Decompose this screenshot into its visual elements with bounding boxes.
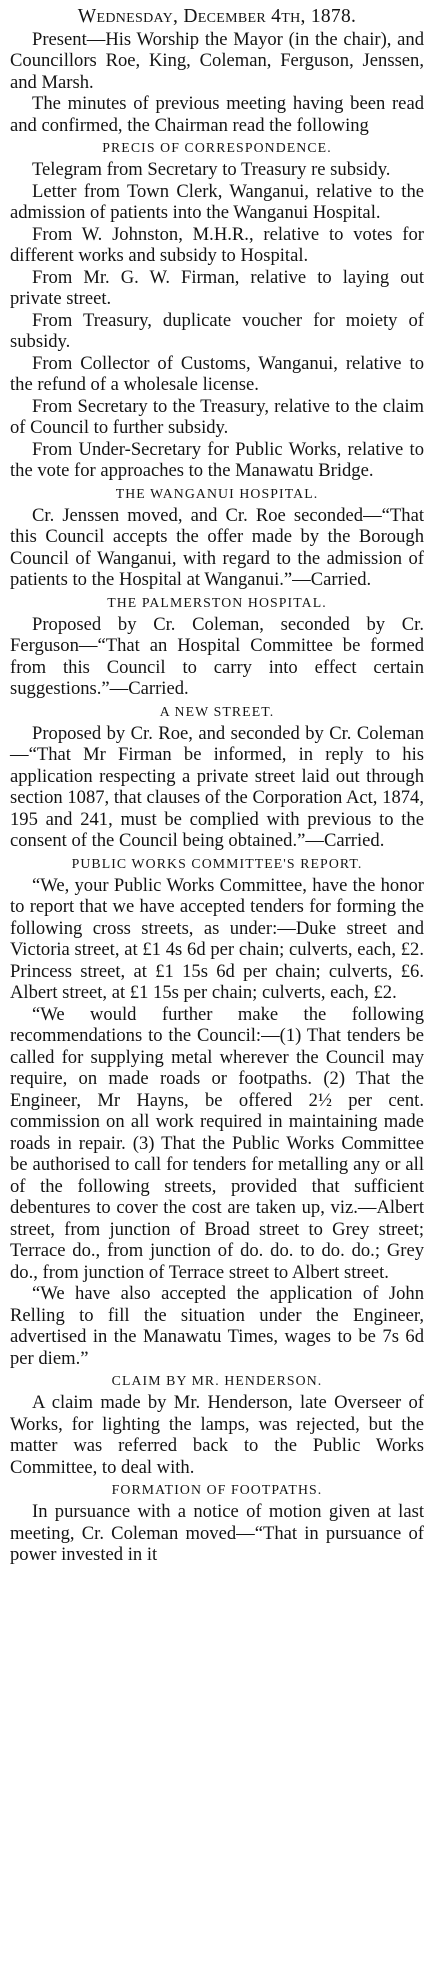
paragraph: Proposed by Cr. Coleman, seconded by Cr. Ferguson—“That an Hospital Committee be formed from this Council to carry into effect certain suggestions.”—Carried.: [10, 613, 424, 699]
paragraph: Proposed by Cr. Roe, and seconded by Cr. Coleman—“That Mr Firman be informed, in reply to his application respecting a private street laid out through section 1087, that clauses of the Corporation Act, 1874, 195 and 241, must be complied with previous to the consent of the Council being obtained.”—Carried.: [10, 722, 424, 851]
paragraph: From Secretary to the Treasury, relative to the claim of Council to further subsidy.: [10, 395, 424, 438]
paragraph: From Mr. G. W. Firman, relative to laying out private street.: [10, 266, 424, 309]
paragraph: “We would further make the following recommendations to the Council:—(1) That tenders be called for supplying metal wherever the Council may require, on made roads or footpaths. (2) That the Engineer, Mr Hayns, be offered 2½ per cent. commission on all work required in maintaining made roads in repair. (3) That the Public Works Committee be authorised to call for tenders for metalling any or all of the following streets, provided that sufficient debentures to cover the cost are taken up, viz.—Albert street, from junction of Broad street to Grey street; Terrace do., from junction of do. do. to do. do.; Grey do., from junction of Terrace street to Albert street.: [10, 1003, 424, 1283]
paragraph: From Collector of Customs, Wanganui, relative to the refund of a wholesale license.: [10, 352, 424, 395]
paragraph: The minutes of previous meeting having been read and confirmed, the Chairman read the following: [10, 93, 424, 136]
paragraph: Cr. Jenssen moved, and Cr. Roe seconded—“That this Council accepts the offer made by the Borough Council of Wanganui, with regard to the admission of patients to the Hospital at Wanganui.”—Carried.: [10, 504, 424, 590]
paragraph: From Under-Secretary for Public Works, relative to the vote for approaches to the Manawatu Bridge.: [10, 438, 424, 481]
section-heading: PRECIS OF CORRESPONDENCE.: [102, 140, 332, 155]
paragraph: From W. Johnston, M.H.R., relative to votes for different works and subsidy to Hospital.: [10, 223, 424, 266]
paragraph: “We, your Public Works Committee, have the honor to report that we have accepted tenders for forming the following cross streets, as under:—Duke street and Victoria street, at £1 4s 6d per chain; culverts, each, £2. Princess street, at £1 15s 6d per chain; culverts, £6. Albert street, at £1 15s per chain; culverts, each, £2.: [10, 874, 424, 1003]
section-heading: A NEW STREET.: [159, 703, 275, 719]
paragraph: A claim made by Mr. Henderson, late Overseer of Works, for lighting the lamps, was rejected, but the matter was referred back to the Public Works Committee, to deal with.: [10, 1392, 424, 1478]
section-heading: FORMATION OF FOOTPATHS.: [111, 1482, 323, 1497]
section-heading: CLAIM BY MR. HENDERSON.: [111, 1373, 323, 1388]
dateline: Wednesday, December 4th, 1878.: [77, 6, 357, 27]
paragraph: Letter from Town Clerk, Wanganui, relative to the admission of patients into the Wanganui Hospital.: [10, 180, 424, 223]
article-body: [10, 29, 424, 1566]
section-heading: THE PALMERSTON HOSPITAL.: [107, 594, 327, 610]
paragraph: Present—His Worship the Mayor (in the chair), and Councillors Roe, King, Coleman, Ferguson, Jenssen, and Marsh.: [10, 28, 424, 93]
section-heading: PUBLIC WORKS COMMITTEE'S REPORT.: [71, 855, 363, 871]
paragraph: From Treasury, duplicate voucher for moiety of subsidy.: [10, 309, 424, 352]
paragraph: In pursuance with a notice of motion given at last meeting, Cr. Coleman moved—“That in pursuance of power invested in it: [10, 1501, 424, 1565]
paragraph: “We have also accepted the application of John Relling to fill the situation under the Engineer, advertised in the Manawatu Times, wages to be 7s 6d per diem.”: [10, 1283, 424, 1369]
paragraph: Telegram from Secretary to Treasury re subsidy.: [32, 159, 391, 180]
section-heading: THE WANGANUI HOSPITAL.: [115, 485, 319, 501]
